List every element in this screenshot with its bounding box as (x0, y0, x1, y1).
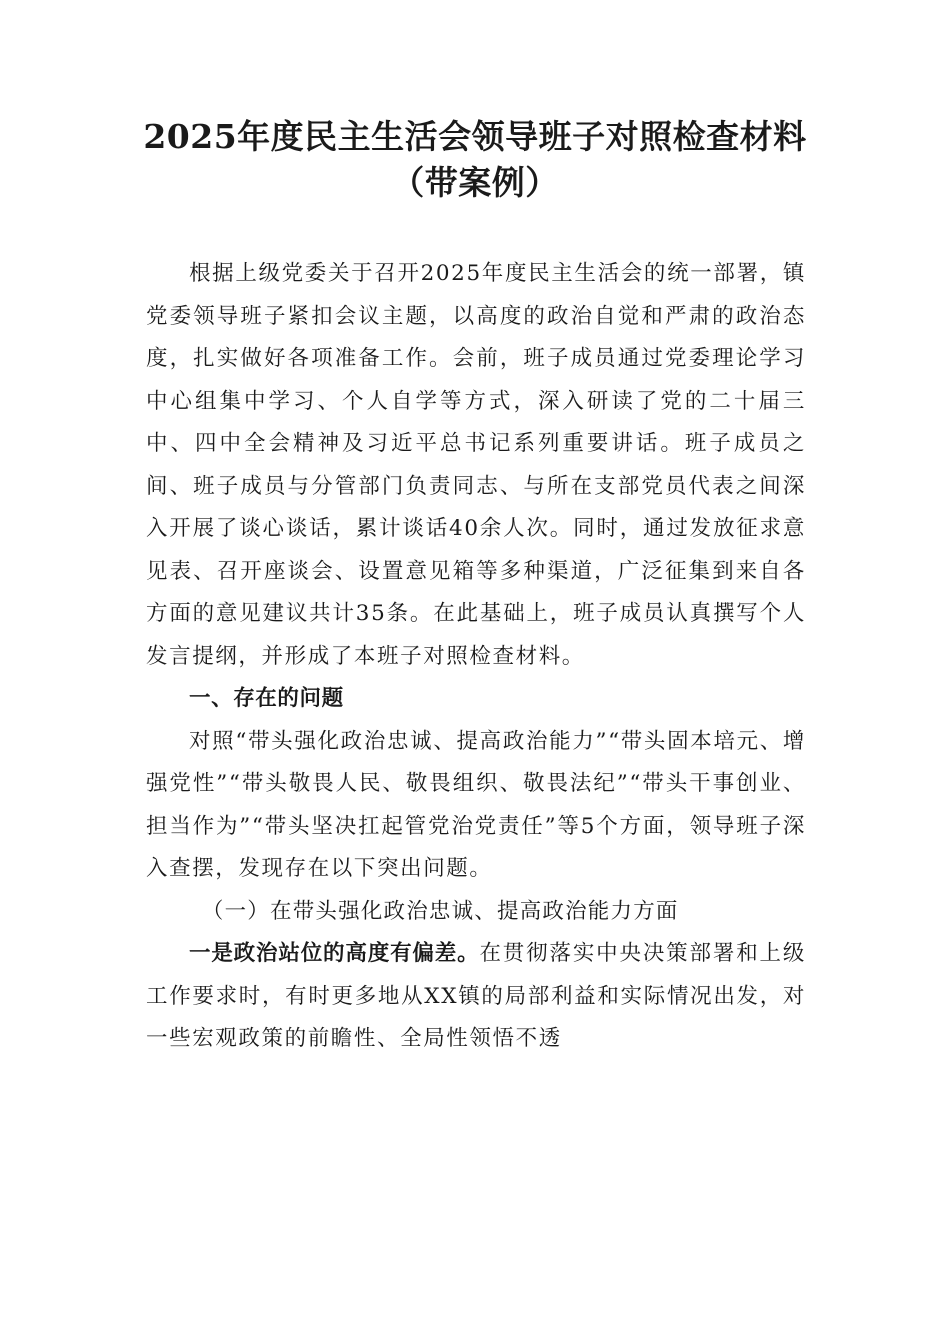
point-paragraph-1 (146, 933, 806, 1061)
subsection-heading-political: （一）在带头强化政治忠诚、提高政治能力方面 (201, 898, 679, 924)
section-paragraph-problems: 对照“带头强化政治忠诚、提高政治能力”“带头固本培元、增强党性”“带头敬畏人民、敬畏组织、敬畏法纪”“带头干事创业、担当作为”“带头坚决扛起管党治党责任”等5个方面，领导班子深入查摆，发现存在以下突出问题。 (146, 728, 806, 881)
point-text-1: 在贯彻落实中央决策部署和上级工作要求时，有时更多地从XX镇的局部利益和实际情况出发，对一些宏观政策的前瞻性、全局性领悟不透 (146, 941, 806, 1051)
document-title: 2025年度民主生活会领导班子对照检查材料（带案例） (143, 117, 807, 202)
point-lead-1: 一是政治站位的高度有偏差。 (189, 941, 480, 966)
document-body (146, 253, 806, 1061)
section-heading-problems: 一、存在的问题 (189, 686, 344, 711)
intro-paragraph: 根据上级党委关于召开2025年度民主生活会的统一部署，镇党委领导班子紧扣会议主题，以高度的政治自觉和严肃的政治态度，扎实做好各项准备工作。会前，班子成员通过党委理论学习中心组集中学习、个人自学等方式，深入研读了党的二十届三中、四中全会精神及习近平总书记系列重要讲话。班子成员之间、班子成员与分管部门负责同志、与所在支部党员代表之间深入开展了谈心谈话，累计谈话40余人次。同时，通过发放征求意见表、召开座谈会、设置意见箱等多种渠道，广泛征集到来自各方面的意见建议共计35条。在此基础上，班子成员认真撰写个人发言提纲，并形成了本班子对照检查材料。 (146, 261, 806, 669)
